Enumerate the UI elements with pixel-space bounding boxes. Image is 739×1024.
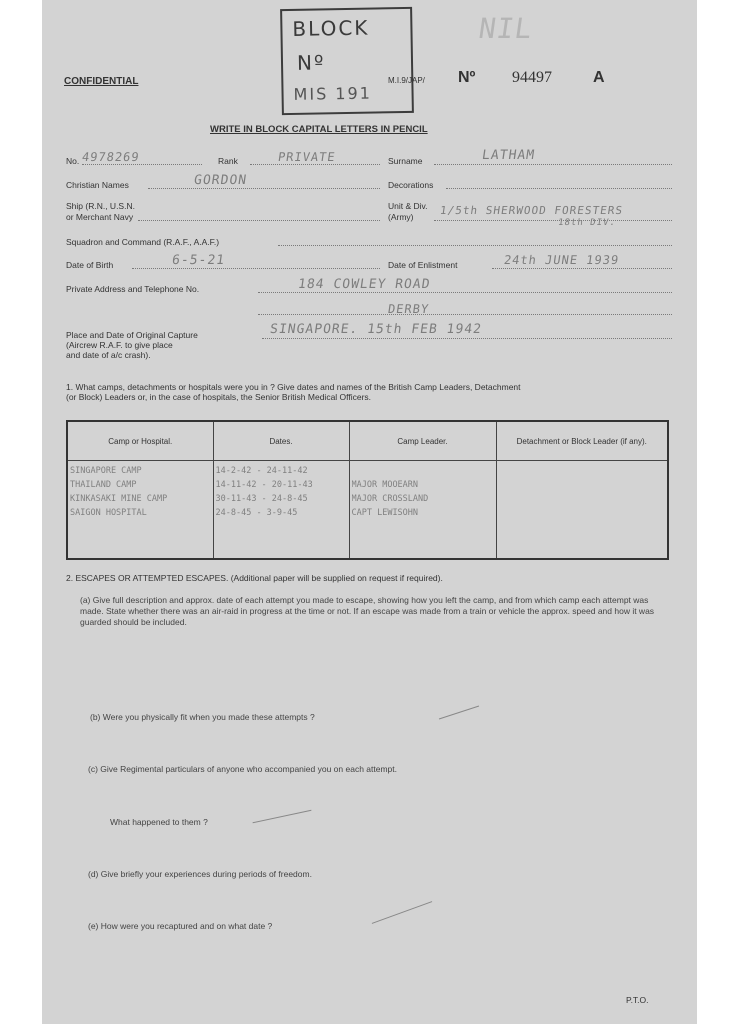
dates-column — [213, 461, 349, 560]
pencil-mark — [253, 810, 312, 823]
decorations-label: Decorations — [388, 180, 434, 190]
stamp-line-2: Nº — [296, 50, 326, 75]
table-cell: MAJOR CROSSLAND — [351, 494, 429, 504]
table-cell: MAJOR MOOEARN — [351, 480, 419, 490]
detachment-header: Detachment or Block Leader (if any). — [496, 421, 668, 461]
block-stamp — [280, 7, 414, 115]
ship-label-2: or Merchant Navy — [66, 212, 134, 222]
detachment-column — [496, 461, 668, 560]
leader-column — [349, 461, 496, 560]
ship-label-1: Ship (R.N., U.S.N. — [66, 201, 135, 211]
table-cell: SINGAPORE CAMP — [70, 466, 142, 476]
question-1-cont: (or Block) Leaders or, in the case of hospitals, the Senior British Medical Officers. — [66, 392, 372, 402]
question-2a: (a) Give full description and approx. date of each attempt you made to escape, showing how you left the camp, and from which camp each attempt was made. State whether there was an air-raid in progress at the time or not. If an escape was made from a train or vehicle the approx. speed and how it was guarded should be included. — [80, 595, 655, 627]
enlistment-value: 24th JUNE 1939 — [503, 253, 621, 267]
surname-label: Surname — [388, 156, 423, 166]
address-value-2: DERBY — [387, 302, 431, 316]
question-2c-followup: What happened to them ? — [110, 817, 208, 827]
table-cell: 30-11-43 - 24-8-45 — [215, 494, 308, 504]
table-cell: SAIGON HOSPITAL — [70, 508, 147, 518]
enlistment-label: Date of Enlistment — [388, 260, 458, 270]
dates-header: Dates. — [213, 421, 349, 461]
dob-value: 6-5-21 — [170, 253, 227, 268]
question-2b: (b) Were you physically fit when you made these attempts ? — [90, 712, 315, 722]
address-value-1: 184 COWLEY ROAD — [296, 277, 432, 292]
pto-label: P.T.O. — [626, 995, 649, 1005]
squadron-label: Squadron and Command (R.A.F., A.A.F.) — [66, 237, 220, 247]
unit-value-2: 18th DIV. — [557, 218, 617, 228]
service-number-label: No. — [66, 156, 80, 166]
question-2d: (d) Give briefly your experiences during periods of freedom. — [88, 869, 312, 879]
capture-value: SINGAPORE. 15th FEB 1942 — [268, 322, 483, 337]
table-cell: 14-2-42 - 24-11-42 — [215, 466, 308, 476]
confidential-label: CONFIDENTIAL — [64, 76, 139, 87]
camp-table — [66, 420, 669, 560]
question-1: 1. What camps, detachments or hospitals were you in ? Give dates and names of the British Camp Leaders, Detachment — [66, 382, 521, 392]
serial-number: 94497 — [512, 69, 552, 86]
number-label: Nº — [458, 69, 476, 86]
capture-label-3: and date of a/c crash). — [66, 350, 151, 360]
service-number-value: 4978269 — [81, 150, 141, 164]
table-cell: 14-11-42 - 20-11-43 — [215, 480, 313, 490]
table-cell — [352, 464, 494, 478]
table-cell: KINKASAKI MINE CAMP — [70, 494, 168, 504]
capture-label-2: (Aircrew R.A.F. to give place — [66, 340, 173, 350]
camp-column — [67, 461, 213, 560]
stamp-line-1: BLOCK — [292, 15, 370, 41]
question-2e: (e) How were you recaptured and on what date ? — [88, 921, 273, 931]
question-2c: (c) Give Regimental particulars of anyone who accompanied you on each attempt. — [88, 764, 397, 774]
unit-label-2: (Army) — [388, 212, 414, 222]
unit-value: 1/5th SHERWOOD FORESTERS — [439, 204, 624, 217]
pencil-mark — [372, 901, 432, 924]
camp-header: Camp or Hospital. — [67, 421, 213, 461]
address-label: Private Address and Telephone No. — [66, 284, 200, 294]
table-cell: 24-8-45 - 3-9-45 — [215, 508, 298, 518]
stamp-line-3: MIS 191 — [293, 83, 373, 104]
unit-label-1: Unit & Div. — [388, 201, 428, 211]
escapes-heading: 2. ESCAPES OR ATTEMPTED ESCAPES. (Additional paper will be supplied on request if required). — [66, 573, 443, 583]
margin-note: NIL — [476, 12, 535, 45]
leader-header: Camp Leader. — [349, 421, 496, 461]
capture-label-1: Place and Date of Original Capture — [66, 330, 198, 340]
instruction-heading: WRITE IN BLOCK CAPITAL LETTERS IN PENCIL — [210, 124, 428, 135]
table-cell: CAPT LEWISOHN — [351, 508, 419, 518]
rank-label: Rank — [218, 156, 238, 166]
mi-reference: M.I.9/JAP/ — [388, 76, 425, 85]
surname-value: LATHAM — [480, 148, 537, 163]
table-cell: THAILAND CAMP — [70, 480, 137, 490]
christian-names-label: Christian Names — [66, 180, 129, 190]
dob-label: Date of Birth — [66, 260, 114, 270]
christian-names-value: GORDON — [192, 173, 249, 188]
serial-suffix: A — [593, 69, 605, 86]
pencil-mark — [439, 706, 479, 720]
form-page — [42, 0, 697, 1024]
rank-value: PRIVATE — [277, 150, 337, 164]
